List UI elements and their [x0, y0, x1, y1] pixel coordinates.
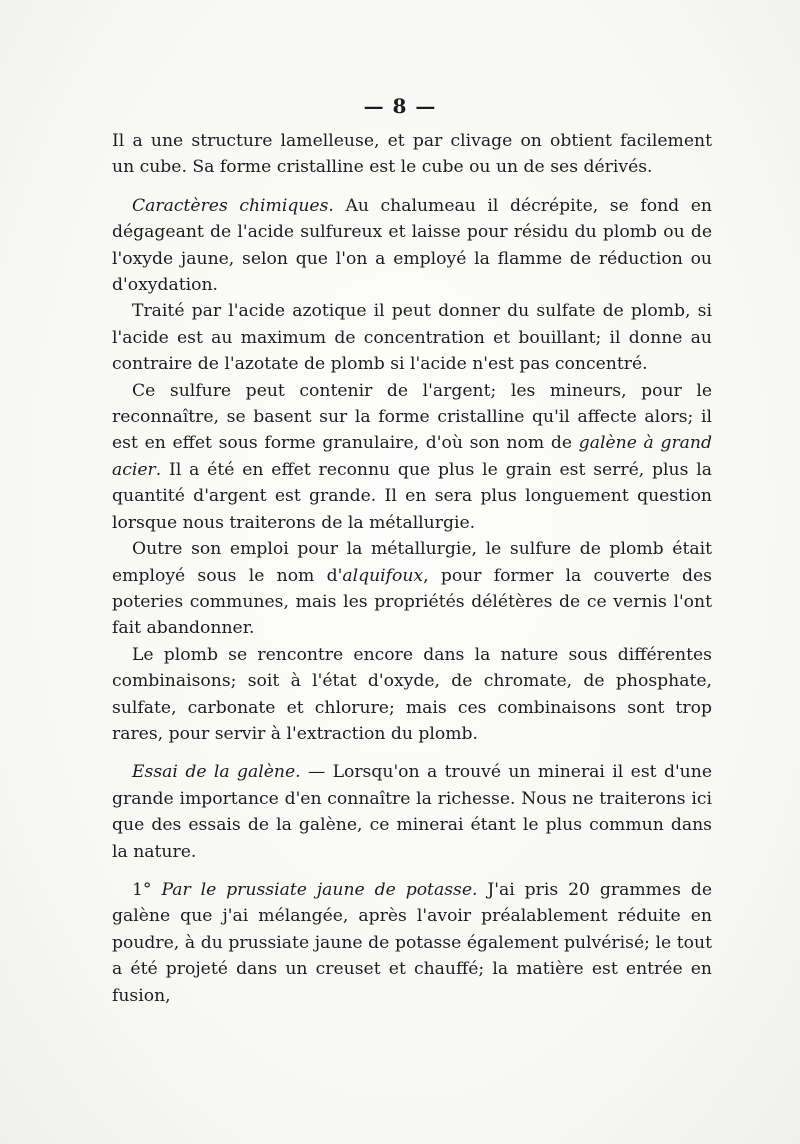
section-heading: Caractères chimiques.: [132, 195, 334, 216]
page-number: — 8 —: [363, 94, 437, 118]
list-number: 1°: [132, 879, 162, 900]
paragraph-text: , pour former la couverte des poteries communes, mais les propriétés délétères de ce vernis l'ont fait abandonner.: [112, 565, 712, 639]
paragraph-text: Il a une structure lamelleuse, et par clivage on obtient facilement un cube. Sa forme cristalline est le cube ou un de ses dérivés.: [112, 131, 712, 178]
paragraph-text: Outre son emploi pour la métallurgie, le sulfure de plomb était employé sous le nom d': [112, 539, 712, 586]
italic-term: galène à grand acier: [112, 433, 713, 480]
paragraph-alquifoux: [112, 536, 712, 642]
paragraph-text: . Il a été en effet reconnu que plus le grain est serré, plus la quantité d'argent est grande. Il en sera plus longuement question lorsque nous traiterons de la métallurgie.: [112, 459, 712, 533]
paragraph-structure: [112, 128, 712, 181]
section-heading: Essai de la galène.: [132, 762, 301, 783]
paragraph-prussiate-method: [112, 877, 712, 1009]
paragraph-text: Au chalumeau il décrépite, se fond en dégageant de l'acide sulfureux et laisse pour résidu du plomb ou de l'oxyde jaune, selon que l'on a employé la flamme de réduction ou d'oxydation.: [112, 195, 712, 296]
paragraph-text: Ce sulfure peut contenir de l'argent; les mineurs, pour le reconnaître, se basent sur la forme cristalline qu'il affecte alors; il est en effet sous forme granulaire, d'où son nom de: [112, 380, 712, 454]
paragraph-galena-assay: [112, 759, 712, 865]
paragraph-azotic-acid: [112, 298, 712, 377]
paragraph-text: J'ai pris 20 grammes de galène que j'ai mélangée, après l'avoir préalablement réduite en poudre, à du prussiate jaune de potasse également pulvérisé; le tout a été projeté dans un creuset et chauffé; la matière est entrée en fusion,: [112, 879, 712, 1006]
italic-term: alquifoux: [342, 565, 424, 586]
paragraph-chemical-characters: [112, 193, 712, 299]
paragraph-silver-content: [112, 378, 712, 536]
paragraph-text: Le plomb se rencontre encore dans la nature sous différentes combinaisons; soit à l'état d'oxyde, de chromate, de phosphate, sulfate, carbonate et chlorure; mais ces combinaisons sont trop rares, pour servir à l'extraction du plomb.: [112, 644, 712, 744]
section-heading: Par le prussiate jaune de potasse.: [161, 879, 478, 900]
paragraph-text: Traité par l'acide azotique il peut donner du sulfate de plomb, si l'acide est au maximum de concentration et bouillant; il donne au contraire de l'azotate de plomb si l'acide n'est pas concentré.: [112, 301, 712, 375]
paragraph-text: — Lorsqu'on a trouvé un minerai il est d'une grande importance d'en connaître la richesse. Nous ne traiterons ici que des essais de la galène, ce minerai étant le plus commun dans la nature.: [112, 762, 712, 862]
paragraph-other-combinations: [112, 642, 712, 748]
body-text: [112, 128, 712, 1009]
